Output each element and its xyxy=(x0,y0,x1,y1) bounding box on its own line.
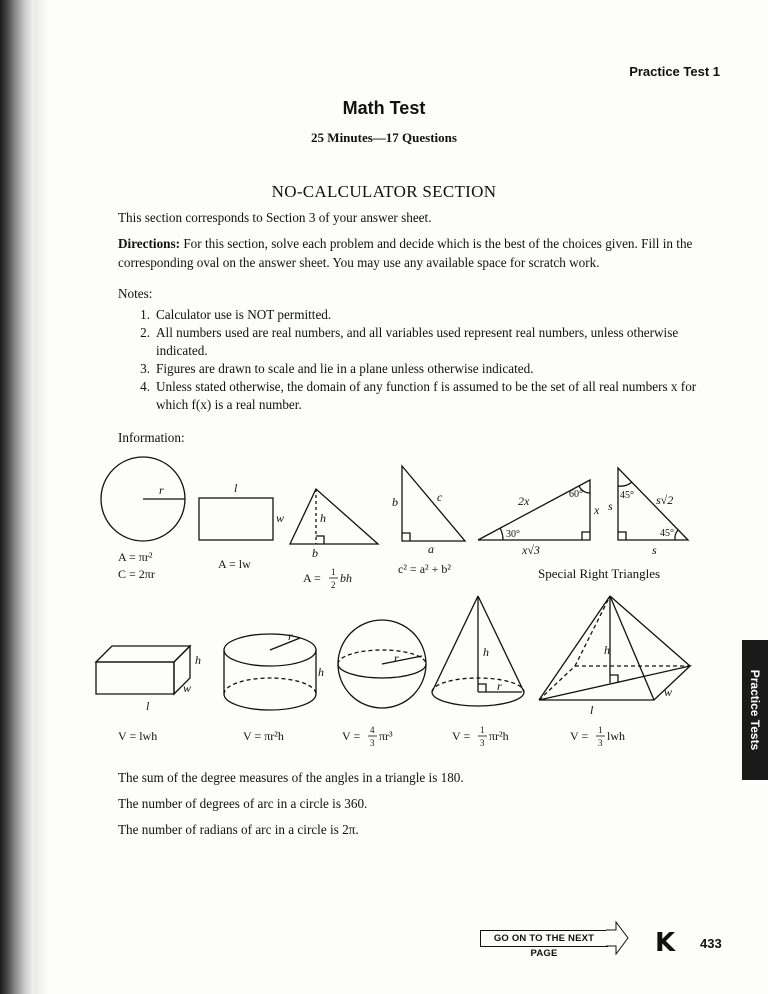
go-on-label: GO ON TO THE NEXT PAGE xyxy=(480,930,608,947)
circle-circumference-formula: C = 2πr xyxy=(118,567,155,581)
information-label: Information: xyxy=(118,430,185,445)
circle-figure xyxy=(101,457,185,541)
cylinder-figure xyxy=(224,634,316,710)
triangle-height-label: h xyxy=(320,511,326,525)
directions-label: Directions: xyxy=(118,236,181,251)
side-tab-label: Practice Tests xyxy=(748,669,762,751)
side-x-label: x xyxy=(594,503,600,517)
note-item: 3. Figures are drawn to scale and lie in a plane unless otherwise indicated. xyxy=(140,361,534,376)
box-length-label: l xyxy=(146,699,150,713)
cone-volume-prefix: V = xyxy=(452,729,471,743)
cone-radius-label: r xyxy=(497,679,502,693)
pythagorean-formula: c² = a² + b² xyxy=(398,562,451,576)
note-item: 4. Unless stated otherwise, the domain of any function f is assumed to be the set of all real numbers x for which f(x) is a real number. xyxy=(140,379,697,412)
sphere-figure xyxy=(338,620,426,708)
box-height-label: h xyxy=(195,653,201,667)
box-figure xyxy=(96,646,190,694)
angle-45-bottom-label: 45° xyxy=(660,528,674,539)
triangle-area-prefix: A = xyxy=(303,571,321,585)
test-subtitle: 25 Minutes—17 Questions xyxy=(311,130,457,145)
sphere-volume-prefix: V = xyxy=(342,729,361,743)
sphere-volume-den: 3 xyxy=(370,738,375,748)
right-triangle-side-b: b xyxy=(392,495,398,509)
note-item: 1. Calculator use is NOT permitted. xyxy=(140,307,332,322)
directions-text: For this section, solve each problem and decide which is the best of the choices given. Fill in the corresponding oval on the answer sheet. You may use any available space for scratch work. xyxy=(118,236,693,270)
angle-30-label: 30° xyxy=(506,529,520,540)
pyramid-volume-den: 3 xyxy=(598,738,603,748)
pyramid-height-label: h xyxy=(604,643,610,657)
right-triangle-side-c: c xyxy=(437,490,443,504)
triangle-area-den: 2 xyxy=(331,580,336,590)
circle-area-formula: A = πr² xyxy=(118,550,153,564)
cylinder-height-label: h xyxy=(318,665,324,679)
cone-volume-suffix: πr²h xyxy=(489,729,509,743)
rectangle-figure xyxy=(199,498,273,540)
section-title: NO-CALCULATOR SECTION xyxy=(271,182,497,201)
angle-45-top-label: 45° xyxy=(620,490,634,501)
kaplan-logo: K xyxy=(655,928,676,958)
cylinder-radius-label: r xyxy=(288,629,293,643)
pyramid-volume-suffix: lwh xyxy=(607,729,625,743)
side-tab-practice-tests xyxy=(742,640,768,780)
fact-circle-degrees: The number of degrees of arc in a circle is 360. xyxy=(118,796,368,811)
running-header: Practice Test 1 xyxy=(629,64,720,79)
sphere-radius-label: r xyxy=(394,651,399,665)
special-right-triangles-caption: Special Right Triangles xyxy=(538,566,661,581)
rectangle-width-label: w xyxy=(276,511,285,525)
angle-60-label: 60° xyxy=(569,489,583,500)
hyp-s-root2-label: s√2 xyxy=(656,493,674,507)
fact-triangle-sum: The sum of the degree measures of the angles in a triangle is 180. xyxy=(118,770,464,785)
triangle-base-label: b xyxy=(312,546,318,560)
cone-figure xyxy=(432,596,524,706)
rectangle-area-formula: A = lw xyxy=(218,557,251,571)
pyramid-volume-num: 1 xyxy=(598,725,603,735)
pyramid-length-label: l xyxy=(590,703,594,717)
cone-height-label: h xyxy=(483,645,489,659)
hyp-2x-label: 2x xyxy=(518,494,530,508)
arrow-right-icon xyxy=(606,921,630,955)
right-triangle-figure xyxy=(402,466,465,541)
cone-volume-num: 1 xyxy=(480,725,485,735)
special-triangle-45-45-90 xyxy=(618,468,688,540)
cone-volume-den: 3 xyxy=(480,738,485,748)
notes-label: Notes: xyxy=(118,286,153,301)
side-x-root3-label: x√3 xyxy=(522,543,540,557)
right-triangle-side-a: a xyxy=(428,542,434,556)
triangle-area-num: 1 xyxy=(331,567,336,577)
pyramid-width-label: w xyxy=(664,685,673,699)
page-number: 433 xyxy=(700,936,722,951)
sphere-volume-num: 4 xyxy=(370,725,375,735)
side-s-vertical-label: s xyxy=(608,499,613,513)
intro-text: This section corresponds to Section 3 of your answer sheet. xyxy=(118,210,432,225)
pyramid-volume-prefix: V = xyxy=(570,729,589,743)
circle-radius-label: r xyxy=(159,483,164,497)
cylinder-volume-formula: V = πr²h xyxy=(243,729,284,743)
triangle-area-suffix: bh xyxy=(340,571,352,585)
rectangle-length-label: l xyxy=(234,481,238,495)
page-title: Math Test xyxy=(342,98,426,118)
fact-circle-radians: The number of radians of arc in a circle is 2π. xyxy=(118,822,359,837)
sphere-volume-suffix: πr³ xyxy=(379,729,393,743)
box-volume-formula: V = lwh xyxy=(118,729,158,743)
side-s-bottom-label: s xyxy=(652,543,657,557)
note-item: 2. All numbers used are real numbers, and all variables used represent real numbers, unless otherwise indicated. xyxy=(140,325,679,358)
box-width-label: w xyxy=(183,681,192,695)
triangle-figure xyxy=(290,489,378,544)
